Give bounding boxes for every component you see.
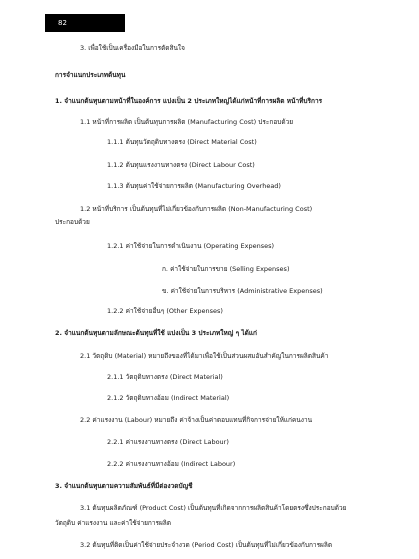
section-heading-cost-classification: การจำแนกประเภทต้นทุน [55,71,126,79]
heading-2-nature: 2. จำแนกต้นทุนตามลักษณะต้นทุนที่ใช้ แบ่งเป็น 3 ประเภทใหญ่ ๆ ได้แก่ [55,329,257,337]
item-1-2-2: 1.2.2 ค่าใช้จ่ายอื่นๆ (Other Expenses) [107,307,223,315]
item-1-1-3: 1.1.3 ต้นทุนค่าใช้จ่ายการผลิต (Manufacturing Overhead) [107,182,281,190]
item-1-1: 1.1 หน้าที่การผลิต เป็นต้นทุนการผลิต (Manufacturing Cost) ประกอบด้วย [80,118,294,126]
item-2-2: 2.2 ค่าแรงงาน (Labour) หมายถึง ค่าจ้างเป็นค่าตอบแทนที่กิจการจ่ายให้แก่คนงาน [80,416,313,424]
item-3-1-continuation: วัตถุดิบ ค่าแรงงาน และค่าใช้จ่ายการผลิต [55,519,172,527]
item-1-2-1-a: ก. ค่าใช้จ่ายในการขาย (Selling Expenses) [162,265,290,273]
heading-3-period: 3. จำแนกต้นทุนตามความสัมพันธ์ที่มีต่องวดบัญชี [55,482,193,490]
page-number-bar [45,14,125,32]
item-1-2-1-b: ข. ค่าใช้จ่ายในการบริหาร (Administrative Expenses) [162,287,323,295]
item-1-1-2: 1.1.2 ต้นทุนแรงงานทางตรง (Direct Labour Cost) [107,161,255,169]
item-2-2-2: 2.2.2 ค่าแรงงานทางอ้อม (Indirect Labour) [107,460,236,468]
item-1-2-1: 1.2.1 ค่าใช้จ่ายในการดำเนินงาน (Operating Expenses) [107,242,275,250]
item-3-2: 3.2 ต้นทุนที่ติดเป็นค่าใช้จ่ายประจำงวด (Period Cost) เป็นต้นทุนที่ไม่เกี่ยวข้องกับการผลิต [80,541,333,549]
item-3-1: 3.1 ต้นทุนผลิตภัณฑ์ (Product Cost) เป็นต้นทุนที่เกิดจากการผลิตสินค้าโดยตรงซึ่งประกอบด้วย [80,504,347,512]
item-1-2-continuation: ประกอบด้วย [55,218,90,226]
page-number: 82 [58,19,67,27]
heading-1-function: 1. จำแนกต้นทุนตามหน้าที่ในองค์การ แบ่งเป็น 2 ประเภทใหญ่ได้แก่หน้าที่การผลิต หน้าที่บริการ [55,97,323,105]
text-line-objective-3: 3. เพื่อใช้เป็นเครื่องมือในการตัดสินใจ [80,44,185,52]
item-2-1-2: 2.1.2 วัตถุดิบทางอ้อม (Indirect Material) [107,394,230,402]
item-1-2: 1.2 หน้าที่บริการ เป็นต้นทุนที่ไม่เกี่ยวข้องกับการผลิต (Non-Manufacturing Cost) [80,205,313,213]
item-2-1-1: 2.1.1 วัตถุดิบทางตรง (Direct Material) [107,373,223,381]
item-1-1-1: 1.1.1 ต้นทุนวัตถุดิบทางตรง (Direct Material Cost) [107,138,257,146]
item-2-2-1: 2.2.1 ค่าแรงงานทางตรง (Direct Labour) [107,438,229,446]
item-2-1: 2.1 วัตถุดิบ (Material) หมายถึงของที่ได้มาเพื่อใช้เป็นส่วนผสมอันสำคัญในการผลิตสินค้า [80,352,329,360]
